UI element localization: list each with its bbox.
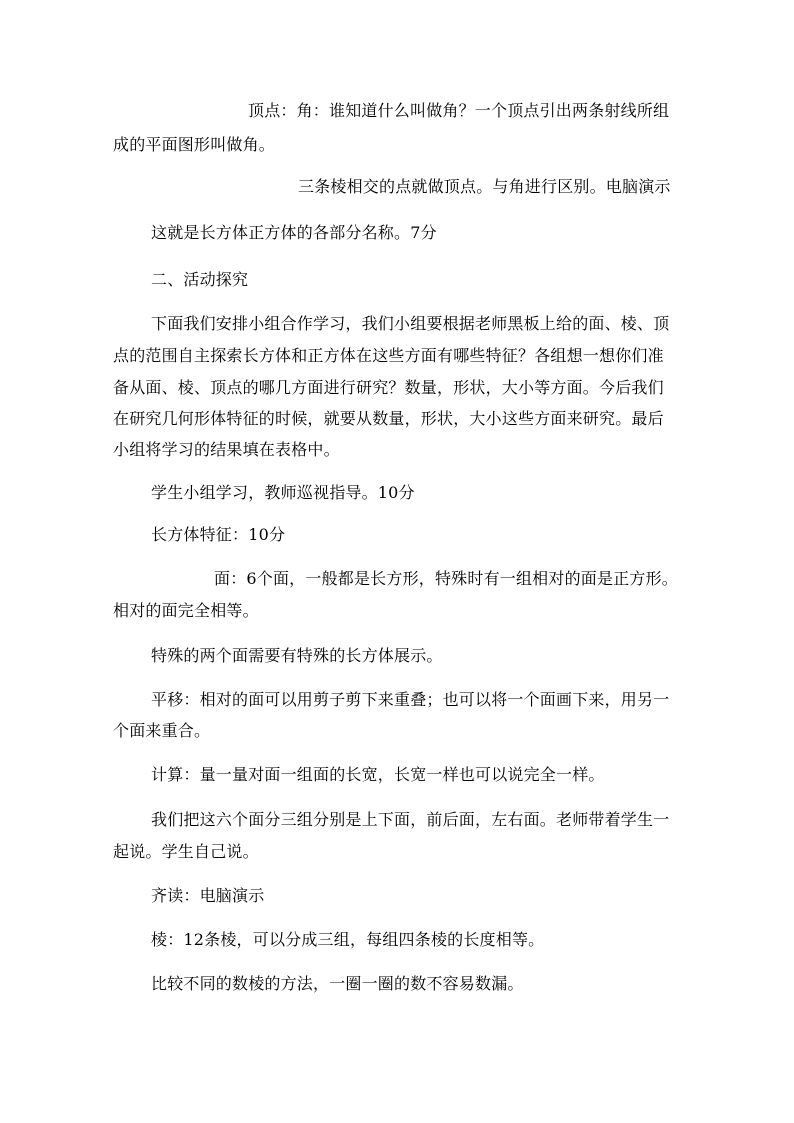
section-heading: 二、活动探究	[151, 270, 249, 289]
text-line: 个面来重合。	[113, 721, 211, 740]
text-line: 小组将学习的结果填在表格中。	[113, 440, 340, 459]
text-line: 齐读：电脑演示	[151, 886, 265, 905]
text-line: 备从面、棱、顶点的哪几方面进行研究？数量，形状，大小等方面。今后我们	[113, 378, 664, 397]
text-line: 面：6个面，一般都是长方形，特殊时有一组相对的面是正方形。	[214, 569, 678, 588]
text-line: 比较不同的数棱的方法，一圈一圈的数不容易数漏。	[151, 974, 524, 993]
text-line: 三条棱相交的点就做顶点。与角进行区别。电脑演示	[298, 177, 671, 196]
text-line: 我们把这六个面分三组分别是上下面，前后面，左右面。老师带着学生一	[151, 810, 670, 829]
text-line: 相对的面完全相等。	[113, 601, 259, 620]
text-line: 顶点：角：谁知道什么叫做角？一个顶点引出两条射线所组	[248, 101, 670, 120]
text-line: 棱：12条棱，可以分成三组，每组四条棱的长度相等。	[151, 930, 545, 949]
text-line: 下面我们安排小组合作学习，我们小组要根据老师黑板上给的面、棱、顶	[151, 314, 670, 333]
text-line: 长方体特征：10分	[151, 525, 286, 544]
text-line: 点的范围自主探索长方体和正方体在这些方面有哪些特征？各组想一想你们准	[113, 346, 664, 365]
text-line: 特殊的两个面需要有特殊的长方体展示。	[151, 646, 443, 665]
text-line: 计算：量一量对面一组面的长宽，长宽一样也可以说完全一样。	[151, 765, 605, 784]
text-line: 平移：相对的面可以用剪子剪下来重叠；也可以将一个面画下来，用另一	[151, 690, 670, 709]
text-line: 这就是长方体正方体的各部分名称。7分	[151, 223, 437, 242]
text-line: 起说。学生自己说。	[113, 842, 259, 861]
text-line: 学生小组学习，教师巡视指导。10分	[151, 483, 415, 502]
text-line: 成的平面图形叫做角。	[113, 135, 276, 154]
text-line: 在研究几何形体特征的时候，就要从数量，形状，大小这些方面来研究。最后	[113, 409, 664, 428]
